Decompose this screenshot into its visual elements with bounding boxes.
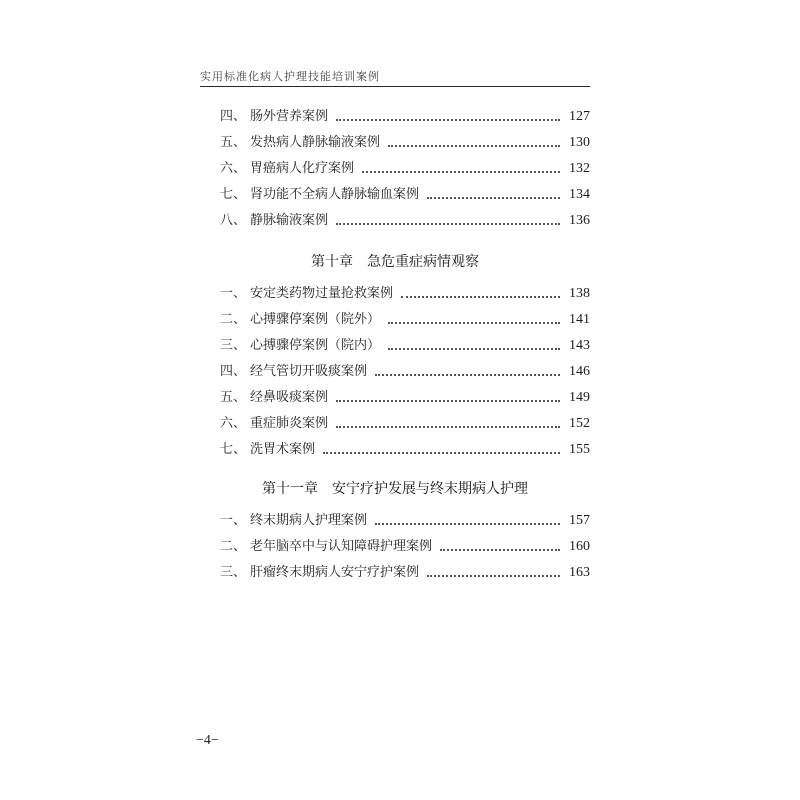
toc-entry-title: 肝瘤终末期病人安宁疗护案例 xyxy=(250,565,420,580)
toc-entry-number: 一、 xyxy=(220,513,247,528)
toc-entry[interactable] xyxy=(220,562,590,584)
toc-entry[interactable] xyxy=(220,335,590,357)
toc-entry[interactable] xyxy=(220,184,590,206)
toc-entry-page: 136 xyxy=(569,213,590,228)
toc-entry[interactable] xyxy=(220,283,590,305)
toc-entry[interactable] xyxy=(220,413,590,435)
toc-entry-title: 洗胃术案例 xyxy=(250,442,316,457)
chapter-number: 第十章 xyxy=(311,254,353,270)
dot-leader xyxy=(336,118,560,121)
toc-entry-page: 138 xyxy=(569,286,590,301)
toc-entry-number: 四、 xyxy=(220,109,247,124)
dot-leader xyxy=(401,295,560,298)
toc-entry-title: 终末期病人护理案例 xyxy=(250,513,368,528)
dot-leader xyxy=(362,170,560,173)
toc-entry-title: 发热病人静脉输液案例 xyxy=(250,135,381,150)
toc-entry-page: 132 xyxy=(569,161,590,176)
dot-leader xyxy=(323,451,560,454)
toc-entry[interactable] xyxy=(220,132,590,154)
dot-leader xyxy=(375,522,560,525)
toc-entry-number: 五、 xyxy=(220,135,247,150)
toc-entry[interactable] xyxy=(220,387,590,409)
toc-entry-title: 心搏骤停案例（院内） xyxy=(250,338,381,353)
toc-entry-page: 127 xyxy=(569,109,590,124)
toc-entry-page: 157 xyxy=(569,513,590,528)
toc-entry-title: 肠外营养案例 xyxy=(250,109,329,124)
toc-entry[interactable] xyxy=(220,439,590,461)
dot-leader xyxy=(388,144,560,147)
dot-leader xyxy=(388,321,560,324)
toc-entry-page: 141 xyxy=(569,312,590,327)
dot-leader xyxy=(388,347,560,350)
toc-entry-title: 重症肺炎案例 xyxy=(250,416,329,431)
running-header-title: 实用标准化病人护理技能培训案例 xyxy=(200,70,380,83)
dot-leader xyxy=(440,548,560,551)
dot-leader xyxy=(427,574,560,577)
toc-entry[interactable] xyxy=(220,536,590,558)
dot-leader xyxy=(336,399,560,402)
toc-entry[interactable] xyxy=(220,210,590,232)
toc-entry-title: 胃癌病人化疗案例 xyxy=(250,161,355,176)
toc-entry-page: 160 xyxy=(569,539,590,554)
toc-entry[interactable] xyxy=(220,510,590,532)
toc-entry-number: 四、 xyxy=(220,364,247,379)
chapter-heading[interactable] xyxy=(200,250,590,274)
toc-entry-page: 130 xyxy=(569,135,590,150)
dot-leader xyxy=(336,222,560,225)
toc-entry-title: 静脉输液案例 xyxy=(250,213,329,228)
toc-entry-number: 八、 xyxy=(220,213,247,228)
toc-entry-number: 六、 xyxy=(220,161,247,176)
dot-leader xyxy=(336,425,560,428)
toc-entry-title: 肾功能不全病人静脉输血案例 xyxy=(250,187,420,202)
toc-entry-page: 155 xyxy=(569,442,590,457)
toc-entry-page: 146 xyxy=(569,364,590,379)
toc-entry-title: 经鼻吸痰案例 xyxy=(250,390,329,405)
toc-entry-number: 五、 xyxy=(220,390,247,405)
running-header xyxy=(200,70,590,87)
chapter-title: 急危重症病情观察 xyxy=(367,254,479,270)
toc-entry[interactable] xyxy=(220,106,590,128)
toc-entry[interactable] xyxy=(220,361,590,383)
page-number: −4− xyxy=(196,733,219,748)
toc-entry-title: 老年脑卒中与认知障碍护理案例 xyxy=(250,539,433,554)
toc-entry-number: 三、 xyxy=(220,565,247,580)
toc-entry-title: 经气管切开吸痰案例 xyxy=(250,364,368,379)
chapter-heading[interactable] xyxy=(200,477,590,501)
toc-entry-number: 二、 xyxy=(220,312,247,327)
toc-entry-page: 149 xyxy=(569,390,590,405)
toc-entry-number: 二、 xyxy=(220,539,247,554)
toc-entry-number: 三、 xyxy=(220,338,247,353)
toc-entry-title: 安定类药物过量抢救案例 xyxy=(250,286,394,301)
toc-entry-number: 六、 xyxy=(220,416,247,431)
toc-entry-page: 163 xyxy=(569,565,590,580)
toc-entry-title: 心搏骤停案例（院外） xyxy=(250,312,381,327)
chapter-number: 第十一章 xyxy=(262,481,318,497)
toc-entry[interactable] xyxy=(220,158,590,180)
toc-entry-page: 134 xyxy=(569,187,590,202)
toc-entry[interactable] xyxy=(220,309,590,331)
toc-entry-page: 143 xyxy=(569,338,590,353)
toc-entry-page: 152 xyxy=(569,416,590,431)
toc-entry-number: 七、 xyxy=(220,187,247,202)
toc-entry-number: 一、 xyxy=(220,286,247,301)
dot-leader xyxy=(375,373,560,376)
dot-leader xyxy=(427,196,560,199)
chapter-title: 安宁疗护发展与终末期病人护理 xyxy=(332,481,528,497)
toc-entry-number: 七、 xyxy=(220,442,247,457)
